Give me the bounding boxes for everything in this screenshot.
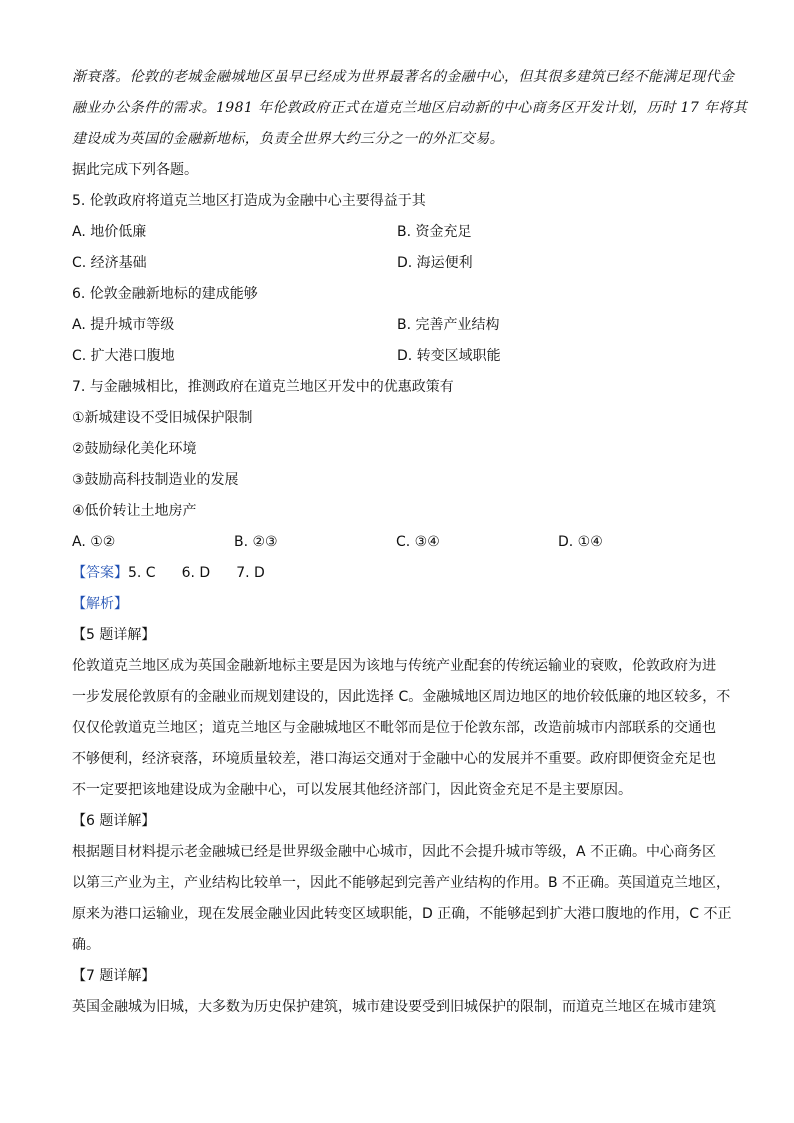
instruction-text: 据此完成下列各题。 <box>72 162 198 178</box>
detail-title: 【5 题详解】 <box>72 627 156 643</box>
answer-value: 6. D <box>181 565 211 581</box>
detail-6 <box>72 806 732 961</box>
option-b: B. ②③ <box>234 534 278 550</box>
option-c: C. 经济基础 <box>72 255 147 271</box>
option-b: B. 资金充足 <box>397 224 472 240</box>
option-c: C. ③④ <box>396 534 440 550</box>
question-stem: 5. 伦敦政府将道克兰地区打造成为金融中心主要得益于其 <box>72 193 426 209</box>
question-6 <box>72 279 728 372</box>
question-stem: 7. 与金融城相比，推测政府在道克兰地区开发中的优惠政策有 <box>72 379 454 395</box>
option-d: D. 海运便利 <box>397 255 473 271</box>
option-row <box>72 310 728 341</box>
intro-line: 建设成为英国的金融新地标，负责全世界大约三分之一的外汇交易。 <box>72 131 504 147</box>
detail-5 <box>72 620 731 806</box>
detail-line: 以第三产业为主，产业结构比较单一，因此不能够起到完善产业结构的作用。B 不正确。英国道克兰地区， <box>72 875 731 891</box>
option-a: A. ①② <box>72 534 116 550</box>
detail-line: 一步发展伦敦原有的金融业而规划建设的，因此选择 C。金融城地区周边地区的地价较低廉的地区较多，不 <box>72 689 731 705</box>
statement-item: ①新城建设不受旧城保护限制 <box>72 410 253 426</box>
detail-title: 【7 题详解】 <box>72 968 156 984</box>
detail-title: 【6 题详解】 <box>72 813 156 829</box>
intro-line: 融业办公条件的需求。1981 年伦敦政府正式在道克兰地区启动新的中心商务区开发计划，历时 17 年将其 <box>72 100 748 116</box>
option-a: A. 地价低廉 <box>72 224 147 240</box>
intro-passage <box>72 62 748 155</box>
question-7 <box>72 372 728 558</box>
detail-line: 确。 <box>72 937 100 953</box>
answer-value: 5. C <box>128 565 156 581</box>
option-row <box>72 527 728 558</box>
detail-line: 不够便利，经济衰落，环境质量较差，港口海运交通对于金融中心的发展并不重要。政府即便资金充足也 <box>72 751 716 767</box>
detail-line: 仅仅伦敦道克兰地区；道克兰地区与金融城地区不毗邻而是位于伦敦东部，改造前城市内部联系的交通也 <box>72 720 716 736</box>
option-row <box>72 217 728 248</box>
detail-7 <box>72 961 728 1023</box>
statement-item: ④低价转让土地房产 <box>72 503 197 519</box>
answer-tag: 【答案】 <box>72 565 128 581</box>
option-row <box>72 248 728 279</box>
statement-item: ②鼓励绿化美化环境 <box>72 441 197 457</box>
question-stem: 6. 伦敦金融新地标的建成能够 <box>72 286 258 302</box>
option-a: A. 提升城市等级 <box>72 317 175 333</box>
detail-line: 原来为港口运输业，现在发展金融业因此转变区域职能，D 正确，不能够起到扩大港口腹地的作用，C 不正 <box>72 906 732 922</box>
answer-line <box>72 558 728 589</box>
intro-line: 渐衰落。伦敦的老城金融城地区虽早已经成为世界最著名的金融中心，但其很多建筑已经不能满足现代金 <box>72 69 735 85</box>
detail-line: 伦敦道克兰地区成为英国金融新地标主要是因为该地与传统产业配套的传统运输业的衰败，伦敦政府为进 <box>72 658 716 674</box>
answer-value: 7. D <box>236 565 265 581</box>
option-b: B. 完善产业结构 <box>397 317 500 333</box>
analysis-tag: 【解析】 <box>72 596 128 612</box>
option-d: D. 转变区域职能 <box>397 348 501 364</box>
detail-line: 根据题目材料提示老金融城已经是世界级金融中心城市，因此不会提升城市等级，A 不正确。中心商务区 <box>72 844 717 860</box>
detail-line: 英国金融城为旧城，大多数为历史保护建筑，城市建设要受到旧城保护的限制，而道克兰地区在城市建筑 <box>72 999 716 1015</box>
document-page <box>72 62 748 1023</box>
option-row <box>72 341 728 372</box>
option-d: D. ①④ <box>558 534 603 550</box>
statement-item: ③鼓励高科技制造业的发展 <box>72 472 239 488</box>
option-c: C. 扩大港口腹地 <box>72 348 175 364</box>
detail-line: 不一定要把该地建设成为金融中心，可以发展其他经济部门，因此资金充足不是主要原因。 <box>72 782 632 798</box>
question-5 <box>72 186 728 279</box>
